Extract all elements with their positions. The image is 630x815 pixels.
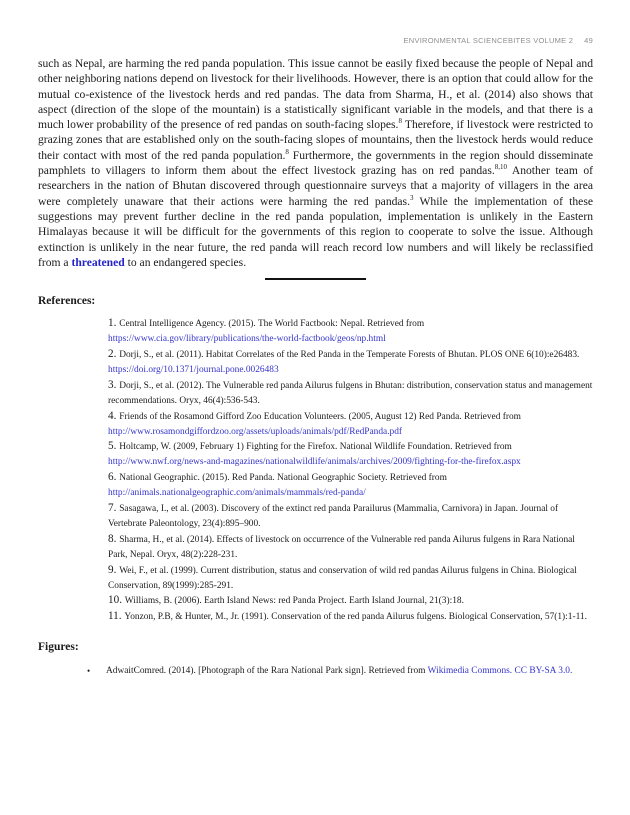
wikimedia-commons-link[interactable]: Wikimedia Commons. bbox=[427, 666, 513, 677]
hyperlink[interactable]: http://animals.nationalgeographic.com/animals/mammals/red-panda/ bbox=[108, 488, 366, 499]
reference-item bbox=[108, 593, 593, 609]
reference-item bbox=[108, 501, 593, 532]
text-run: Williams, B. (2006). Earth Island News: red Panda Project. Earth Island Journal, 21(3):18. bbox=[124, 596, 464, 607]
text-run: Holtcamp, W. (2009, February 1) Fighting for the Firefox. National Wildlife Foundation. Retrieved from bbox=[119, 442, 512, 453]
reference-item bbox=[108, 532, 593, 563]
text-run: Sharma, H., et al. (2014). Effects of livestock on occurrence of the Vulnerable red panda Ailurus fulgens in Rara National Park, Nepal. Oryx, 48(2):228-231. bbox=[108, 534, 575, 560]
hyperlink[interactable]: https://doi.org/10.1371/journal.pone.0026483 bbox=[108, 364, 279, 375]
reference-number: 9. bbox=[108, 563, 120, 576]
reference-item bbox=[108, 470, 593, 501]
text-run: to an endangered species. bbox=[124, 255, 247, 269]
text-run: Sasagawa, I., et al. (2003). Discovery of the extinct red panda Parailurus (Mammalia, Carnivora) in Japan. Journal of Vertebrate Paleontology, 23(4):895–900. bbox=[108, 504, 559, 529]
reference-item bbox=[108, 378, 593, 409]
reference-number: 2. bbox=[108, 347, 120, 360]
reference-item bbox=[108, 439, 593, 470]
threatened-link[interactable]: threatened bbox=[71, 255, 125, 269]
text-run: such as Nepal, are harming the red panda population. This issue cannot be easily fixed because the people of Nepal and other neighboring nations depend on livestock for their livelihoods. However, there is an option that could allow for the mutual co-existence of the livestock herds and red pandas. The data from Sharma, H., et al. (2014) also shows that aspect (direction of the slope of the mountain) is a statistically significant variable in the models, and that there is a much lower probability of the presence of red pandas on south-facing slopes. bbox=[38, 57, 593, 132]
reference-item bbox=[108, 563, 593, 594]
text-run: Yonzon, P.B, & Hunter, M., Jr. (1991). Conservation of the red panda Ailurus fulgens. Biological Conservation, 57(1):1-11. bbox=[124, 612, 587, 623]
text-run: Dorji, S., et al. (2012). The Vulnerable red panda Ailurus fulgens in Bhutan: distribution, conservation status and management recommendations. Oryx, 46(4):536-543. bbox=[108, 380, 593, 406]
text-run: Dorji, S., et al. (2011). Habitat Correlates of the Red Panda in the Temperate Forests of Bhutan. PLOS ONE 6(10):e26483. bbox=[119, 349, 580, 360]
reference-number: 8. bbox=[108, 532, 120, 545]
reference-item bbox=[108, 409, 593, 440]
cc-by-sa-link[interactable]: CC BY-SA 3.0. bbox=[514, 666, 573, 677]
text-run: National Geographic. (2015). Red Panda. National Geographic Society. Retrieved from bbox=[119, 473, 447, 484]
article-paragraph bbox=[38, 56, 593, 270]
text-run: Another team of researchers in the nation of Bhutan discovered through questionnaire surveys that a majority of villagers in the area were completely unaware that their actions were harming the red pandas. bbox=[38, 164, 593, 208]
text-run: Wei, F., et al. (1999). Current distribution, status and conservation of wild red pandas Ailurus fulgens in China. Biological Conservation, 89(1999):285-291. bbox=[108, 565, 577, 591]
reference-number: 4. bbox=[108, 409, 120, 422]
text-run: Central Intelligence Agency. (2015). The World Factbook: Nepal. Retrieved from bbox=[119, 319, 425, 330]
hyperlink[interactable]: http://www.rosamondgiffordzoo.org/assets/uploads/animals/pdf/RedPanda.pdf bbox=[108, 426, 403, 437]
figures-heading: Figures: bbox=[38, 641, 79, 654]
text-run: Friends of the Rosamond Gifford Zoo Education Volunteers. (2005, August 12) Red Panda. Retrieved from bbox=[119, 411, 521, 422]
footnote-ref-3: 3 bbox=[409, 193, 414, 202]
text-run: Therefore, if livestock were restricted to grazing zones that are established only on the south-facing slopes of mountains, then the livestock herds would reduce their contact with most of the red panda population. bbox=[38, 118, 593, 162]
hyperlink[interactable]: https://www.cia.gov/library/publications/the-world-factbook/geos/np.html bbox=[108, 334, 386, 345]
bullet-icon: • bbox=[87, 666, 91, 677]
reference-number: 6. bbox=[108, 471, 120, 484]
figure-item bbox=[87, 663, 593, 681]
reference-number: 3. bbox=[108, 378, 120, 391]
footnote-ref-8: 8 bbox=[285, 147, 289, 156]
reference-number: 10. bbox=[108, 594, 125, 607]
text-run: AdwaitComred. (2014). [Photograph of the Rara National Park sign]. Retrieved from bbox=[106, 666, 428, 677]
page-number: 49 bbox=[584, 36, 593, 45]
references-list bbox=[108, 316, 593, 625]
text-run: Furthermore, the governments in the region should disseminate pamphlets to villagers to inform them about the effect livestock grazing has on red pandas. bbox=[38, 148, 593, 178]
journal-title: ENVIRONMENTAL SCIENCEBITES VOLUME 2 bbox=[403, 36, 574, 45]
running-header bbox=[38, 36, 593, 45]
reference-number: 5. bbox=[108, 440, 120, 453]
footnote-ref-8: 8 bbox=[398, 117, 402, 126]
reference-item bbox=[108, 316, 593, 347]
reference-item bbox=[108, 347, 593, 378]
reference-number: 7. bbox=[108, 502, 120, 515]
figures-list bbox=[87, 663, 593, 681]
hyperlink[interactable]: http://www.nwf.org/news-and-magazines/nationalwildlife/animals/archives/2009/fighting-for-the-firefox.aspx bbox=[108, 457, 521, 468]
text-run: While the implementation of these suggestions may prevent further decline in the red panda population, implementation is unlikely in the Eastern Himalayas because it will be difficult for the governments of this region to cooperate to solve the issue. Although extinction is unlikely in the near future, the red panda will reach record low numbers and will likely be reclassified from a bbox=[38, 194, 593, 269]
reference-item bbox=[108, 609, 593, 625]
section-divider bbox=[265, 278, 366, 280]
footnote-ref-8-10: 8,10 bbox=[494, 163, 507, 172]
reference-number: 1. bbox=[108, 317, 120, 330]
references-heading: References: bbox=[38, 295, 96, 308]
reference-number: 11. bbox=[108, 610, 125, 623]
